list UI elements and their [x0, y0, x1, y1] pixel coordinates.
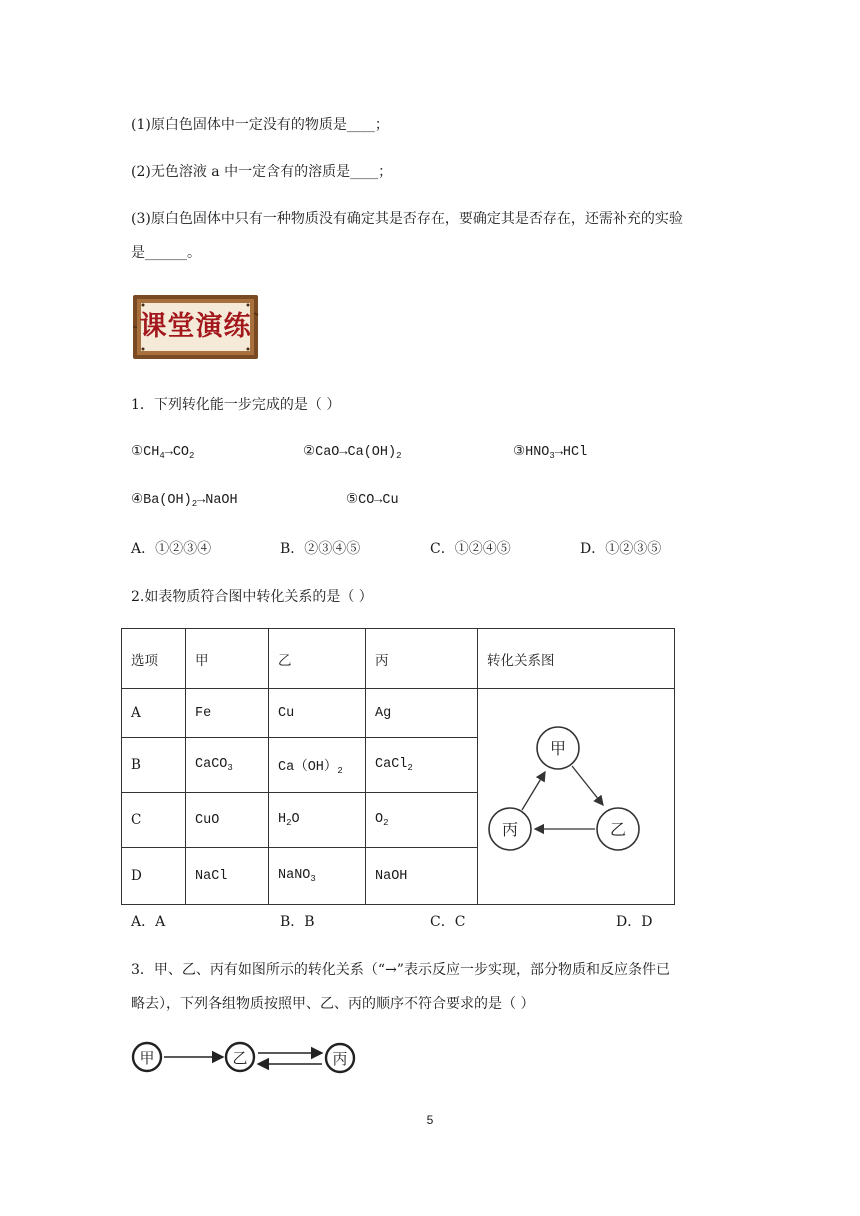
cell-yi: NaNO$_3$ — [269, 848, 366, 905]
header-option: 选项 — [122, 629, 186, 689]
q1-option-5: ⑤CO→Cu — [346, 493, 399, 508]
q2-choice-c: C．C — [430, 914, 466, 930]
section-banner — [131, 293, 260, 361]
cell-jia: NaCl — [186, 848, 269, 905]
banner-title: 课堂演练 — [139, 311, 252, 342]
q2-choice-d: D．D — [616, 914, 653, 930]
question-3-line1: 3．甲、乙、丙有如图所示的转化关系（“→”表示反应一步实现，部分物质和反应条件已 — [131, 962, 670, 978]
q1-option-2: $②CaO\to Ca(OH)_2$ — [303, 445, 402, 461]
node-yi-label: 乙 — [609, 820, 627, 839]
q2-choice-a: A．A — [131, 914, 166, 930]
cell-option: A — [122, 689, 186, 738]
node-jia-label: 甲 — [139, 1049, 155, 1067]
question-3-line2: 略去），下列各组物质按照甲、乙、丙的顺序不符合要求的是（ ） — [131, 996, 535, 1012]
question-part-1: (1)原白色固体中一定没有的物质是____； — [131, 117, 389, 133]
header-yi: 乙 — [269, 629, 366, 689]
arrow-bing-to-jia — [522, 772, 545, 810]
q1-option-4: $④Ba(OH)_2\to NaOH$ — [131, 493, 238, 509]
header-jia: 甲 — [186, 629, 269, 689]
q1-choice-d: D．①②③⑤ — [580, 541, 662, 557]
header-bing: 丙 — [366, 629, 478, 689]
question-part-3-line2: 是______。 — [131, 245, 201, 261]
q1-option-3: $③HNO_3\to HCl$ — [513, 445, 588, 461]
header-diagram: 转化关系图 — [478, 629, 675, 689]
arrow-jia-to-yi — [572, 766, 603, 805]
question-part-3-line1: (3)原白色固体中只有一种物质没有确定其是否存在，要确定其是否存在，还需补充的实验 — [131, 211, 683, 227]
cell-yi: $H_2O$ — [269, 793, 366, 848]
q2-choice-b: B．B — [280, 914, 315, 930]
q1-choice-a: A．①②③④ — [131, 541, 212, 557]
cell-option: C — [122, 793, 186, 848]
cell-jia: CuO — [186, 793, 269, 848]
cell-yi: $Ca(OH)_2$ — [269, 738, 366, 793]
cell-bing: $O_2$ — [366, 793, 478, 848]
cell-jia: CaCO$_3$ — [186, 738, 269, 793]
cell-bing: CaCl$_2$ — [366, 738, 478, 793]
cell-yi: Cu — [269, 689, 366, 738]
cycle-diagram — [478, 689, 674, 901]
table-row — [122, 689, 675, 738]
question-1-stem: 1．下列转化能一步完成的是（ ） — [131, 397, 341, 413]
page-number: 5 — [426, 1113, 434, 1127]
q1-option-1: $①CH_4\to CO_2$ — [131, 445, 195, 461]
table-header-row — [122, 629, 675, 689]
q1-choice-c: C．①②④⑤ — [430, 541, 511, 557]
question-2-stem: 2.如表物质符合图中转化关系的是（ ） — [131, 589, 373, 605]
node-yi-label: 乙 — [232, 1049, 248, 1067]
node-jia-label: 甲 — [549, 739, 567, 758]
cell-bing: NaOH — [366, 848, 478, 905]
linear-transformation-diagram — [128, 1038, 362, 1078]
cell-option: D — [122, 848, 186, 905]
options-table — [121, 628, 675, 905]
transformation-diagram-cell — [478, 689, 675, 905]
cell-bing: Ag — [366, 689, 478, 738]
question-part-2: (2)无色溶液 a 中一定含有的溶质是____； — [131, 164, 393, 180]
cell-option: B — [122, 738, 186, 793]
node-bing-label: 丙 — [501, 820, 519, 839]
node-bing-label: 丙 — [332, 1050, 348, 1068]
q1-choice-b: B．②③④⑤ — [280, 541, 361, 557]
cell-jia: Fe — [186, 689, 269, 738]
